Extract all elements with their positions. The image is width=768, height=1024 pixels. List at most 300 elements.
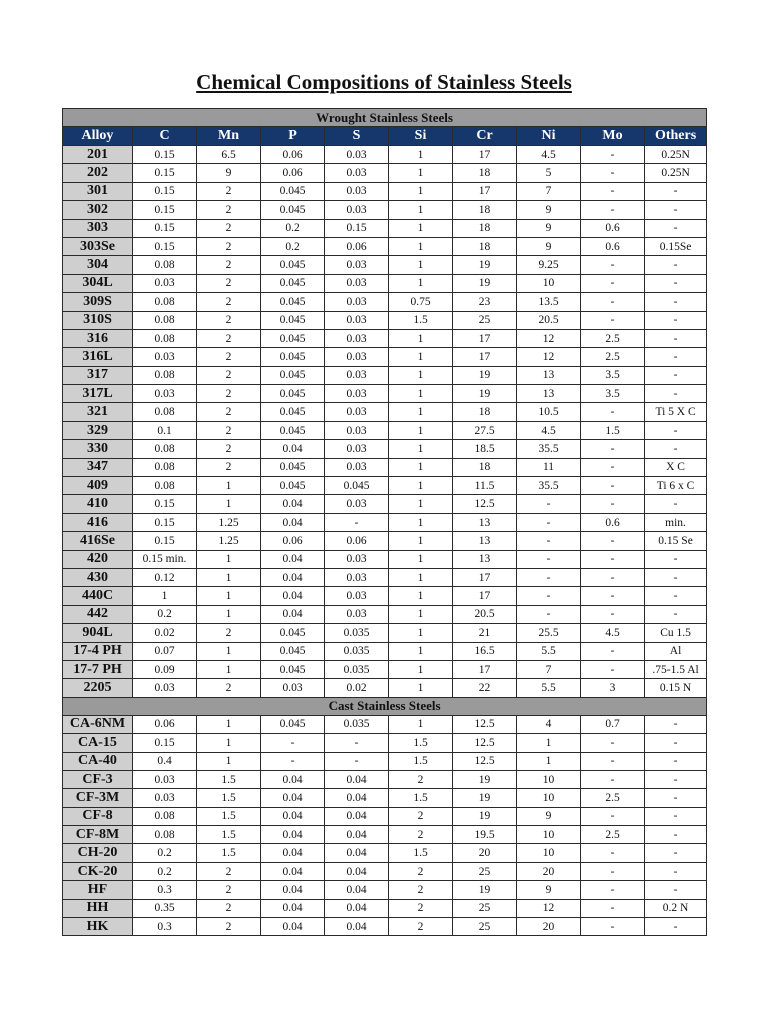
cell-ni: 9 [517,881,581,899]
cell-ni: - [517,550,581,568]
cell-mn: 2 [197,862,261,880]
cell-si: 1 [389,403,453,421]
cell-cr: 18 [453,458,517,476]
cell-c: 0.08 [133,477,197,495]
table-row [63,881,707,899]
cell-mn: 2 [197,440,261,458]
alloy-name-cell: 409 [63,477,133,495]
cell-cr: 19 [453,274,517,292]
cell-si: 1.5 [389,311,453,329]
alloy-name-cell: 2205 [63,679,133,697]
cell-si: 2 [389,862,453,880]
cell-mo: 0.6 [581,219,645,237]
cell-others: - [645,440,707,458]
section-title: Wrought Stainless Steels [63,109,707,127]
table-row [63,807,707,825]
cell-cr: 18.5 [453,440,517,458]
alloy-name-cell: 416Se [63,532,133,550]
cell-others: - [645,918,707,936]
alloy-name-cell: CA-6NM [63,715,133,733]
cell-ni: 20 [517,918,581,936]
cell-c: 0.15 [133,237,197,255]
cell-c: 0.15 [133,532,197,550]
table-row [63,568,707,586]
cell-cr: 17 [453,568,517,586]
alloy-name-cell: 304 [63,256,133,274]
cell-others: Ti 6 x C [645,477,707,495]
cell-c: 0.07 [133,642,197,660]
cell-p: 0.04 [261,862,325,880]
table-row [63,513,707,531]
cell-c: 0.15 [133,495,197,513]
cell-si: 1 [389,715,453,733]
cell-s: 0.04 [325,826,389,844]
cell-p: 0.045 [261,348,325,366]
table-row [63,366,707,384]
cell-si: 1 [389,587,453,605]
cell-others: - [645,752,707,770]
cell-mo: - [581,146,645,164]
cell-mn: 2 [197,348,261,366]
alloy-name-cell: 309S [63,293,133,311]
cell-si: 1 [389,329,453,347]
cell-s: 0.03 [325,587,389,605]
cell-si: 1 [389,164,453,182]
cell-p: 0.06 [261,164,325,182]
cell-mo: - [581,274,645,292]
cell-c: 0.06 [133,715,197,733]
table-row [63,532,707,550]
cell-c: 0.02 [133,624,197,642]
cell-ni: 7 [517,660,581,678]
cell-si: 2 [389,826,453,844]
cell-mo: - [581,844,645,862]
cell-p: - [261,752,325,770]
cell-cr: 12.5 [453,715,517,733]
cell-si: 1.5 [389,844,453,862]
cell-others: - [645,219,707,237]
cell-c: 0.15 [133,146,197,164]
cell-s: 0.03 [325,201,389,219]
alloy-name-cell: 302 [63,201,133,219]
cell-s: 0.035 [325,624,389,642]
section-header-row [63,109,707,127]
cell-mn: 1 [197,605,261,623]
column-header-c: C [133,127,197,146]
alloy-name-cell: HF [63,881,133,899]
cell-c: 0.03 [133,348,197,366]
cell-p: 0.04 [261,899,325,917]
cell-c: 0.2 [133,844,197,862]
cell-s: 0.035 [325,715,389,733]
table-row [63,477,707,495]
cell-p: 0.045 [261,477,325,495]
cell-mo: - [581,734,645,752]
cell-p: 0.03 [261,679,325,697]
cell-mn: 1 [197,642,261,660]
cell-others: Al [645,642,707,660]
cell-ni: 13 [517,366,581,384]
cell-si: 1 [389,495,453,513]
alloy-name-cell: 330 [63,440,133,458]
cell-others: - [645,881,707,899]
cell-s: 0.06 [325,237,389,255]
cell-others: - [645,385,707,403]
cell-s: 0.04 [325,770,389,788]
cell-s: 0.045 [325,477,389,495]
cell-p: 0.04 [261,605,325,623]
cell-mn: 2 [197,256,261,274]
table-row [63,605,707,623]
cell-mo: - [581,403,645,421]
cell-p: 0.04 [261,881,325,899]
cell-p: 0.045 [261,329,325,347]
cell-p: 0.2 [261,237,325,255]
cell-c: 0.3 [133,881,197,899]
cell-others: Ti 5 X C [645,403,707,421]
cell-c: 0.15 [133,219,197,237]
alloy-name-cell: 301 [63,182,133,200]
cell-si: 1 [389,182,453,200]
cell-si: 1.5 [389,734,453,752]
cell-p: 0.045 [261,421,325,439]
cell-si: 1 [389,642,453,660]
cell-ni: - [517,568,581,586]
alloy-name-cell: 317L [63,385,133,403]
cell-mo: 1.5 [581,421,645,439]
cell-cr: 18 [453,164,517,182]
cell-s: 0.03 [325,550,389,568]
cell-ni: - [517,495,581,513]
cell-cr: 25 [453,899,517,917]
table-row [63,311,707,329]
cell-others: - [645,862,707,880]
cell-others: - [645,182,707,200]
alloy-name-cell: CF-8 [63,807,133,825]
cell-ni: 12 [517,348,581,366]
cell-c: 0.08 [133,256,197,274]
cell-c: 0.08 [133,293,197,311]
cell-ni: 5.5 [517,679,581,697]
cell-c: 0.03 [133,385,197,403]
cell-si: 2 [389,770,453,788]
cell-mn: 2 [197,293,261,311]
cell-p: - [261,734,325,752]
cell-cr: 12.5 [453,734,517,752]
cell-s: 0.04 [325,789,389,807]
cell-c: 0.12 [133,568,197,586]
cell-mn: 9 [197,164,261,182]
cell-c: 0.08 [133,807,197,825]
cell-c: 0.15 min. [133,550,197,568]
cell-cr: 17 [453,348,517,366]
table-row [63,329,707,347]
alloy-name-cell: 202 [63,164,133,182]
cell-mo: - [581,770,645,788]
table-row [63,256,707,274]
alloy-name-cell: CA-15 [63,734,133,752]
cell-s: - [325,734,389,752]
cell-mn: 1.5 [197,770,261,788]
cell-mo: 3.5 [581,385,645,403]
cell-others: - [645,807,707,825]
cell-ni: 7 [517,182,581,200]
table-row [63,274,707,292]
cell-others: 0.15 N [645,679,707,697]
table-row [63,164,707,182]
cell-ni: 10 [517,274,581,292]
cell-mo: - [581,862,645,880]
column-header-alloy: Alloy [63,127,133,146]
cell-si: 1 [389,274,453,292]
alloy-name-cell: 303 [63,219,133,237]
cell-others: - [645,256,707,274]
alloy-name-cell: 316 [63,329,133,347]
cell-mo: - [581,164,645,182]
cell-si: 2 [389,881,453,899]
table-row [63,348,707,366]
cell-p: 0.045 [261,201,325,219]
cell-mn: 2 [197,201,261,219]
cell-mo: 0.7 [581,715,645,733]
cell-ni: - [517,513,581,531]
table-row [63,385,707,403]
cell-c: 0.08 [133,311,197,329]
cell-cr: 13 [453,532,517,550]
cell-mn: 1 [197,568,261,586]
cell-others: - [645,789,707,807]
cell-others: - [645,734,707,752]
cell-cr: 21 [453,624,517,642]
cell-p: 0.06 [261,532,325,550]
cell-cr: 22 [453,679,517,697]
cell-ni: 10.5 [517,403,581,421]
cell-others: - [645,366,707,384]
alloy-name-cell: 304L [63,274,133,292]
cell-c: 0.08 [133,329,197,347]
cell-cr: 18 [453,201,517,219]
cell-mn: 2 [197,458,261,476]
cell-c: 0.2 [133,605,197,623]
alloy-name-cell: CH-20 [63,844,133,862]
cell-mo: 0.6 [581,237,645,255]
alloy-name-cell: 430 [63,568,133,586]
alloy-name-cell: HK [63,918,133,936]
alloy-name-cell: 316L [63,348,133,366]
cell-mo: - [581,458,645,476]
cell-cr: 25 [453,918,517,936]
column-header-others: Others [645,127,707,146]
cell-si: 1 [389,679,453,697]
cell-s: 0.03 [325,293,389,311]
cell-c: 0.15 [133,201,197,219]
cell-others: - [645,844,707,862]
alloy-name-cell: 303Se [63,237,133,255]
cell-mn: 1 [197,715,261,733]
cell-s: 0.03 [325,385,389,403]
cell-mo: 2.5 [581,826,645,844]
cell-mn: 2 [197,274,261,292]
cell-mn: 2 [197,329,261,347]
cell-p: 0.045 [261,458,325,476]
cell-others: 0.25N [645,164,707,182]
cell-c: 0.35 [133,899,197,917]
cell-p: 0.04 [261,918,325,936]
column-header-s: S [325,127,389,146]
cell-cr: 19.5 [453,826,517,844]
cell-s: 0.03 [325,146,389,164]
cell-si: 1 [389,568,453,586]
table-row [63,715,707,733]
cell-s: 0.04 [325,862,389,880]
cell-si: 1 [389,605,453,623]
cell-p: 0.045 [261,403,325,421]
cell-ni: 25.5 [517,624,581,642]
cell-c: 0.03 [133,679,197,697]
table-row [63,146,707,164]
cell-p: 0.04 [261,513,325,531]
cell-cr: 23 [453,293,517,311]
cell-c: 0.2 [133,862,197,880]
cell-ni: 4 [517,715,581,733]
cell-ni: 5.5 [517,642,581,660]
cell-ni: 9.25 [517,256,581,274]
cell-ni: 12 [517,899,581,917]
cell-p: 0.045 [261,293,325,311]
cell-mo: - [581,182,645,200]
cell-mn: 2 [197,624,261,642]
cell-mo: - [581,918,645,936]
cell-c: 0.03 [133,274,197,292]
table-row [63,899,707,917]
table-row [63,624,707,642]
cell-cr: 20 [453,844,517,862]
alloy-name-cell: 321 [63,403,133,421]
cell-others: - [645,587,707,605]
cell-p: 0.2 [261,219,325,237]
cell-s: 0.03 [325,495,389,513]
cell-mo: - [581,201,645,219]
table-row [63,182,707,200]
cell-s: 0.03 [325,421,389,439]
column-header-mn: Mn [197,127,261,146]
section-title: Cast Stainless Steels [63,697,707,715]
cell-s: 0.03 [325,256,389,274]
cell-mo: - [581,495,645,513]
cell-ni: 20.5 [517,311,581,329]
cell-mn: 2 [197,385,261,403]
alloy-name-cell: CA-40 [63,752,133,770]
cell-s: 0.03 [325,568,389,586]
cell-mn: 2 [197,219,261,237]
table-row [63,862,707,880]
cell-ni: 9 [517,807,581,825]
cell-si: 1.5 [389,789,453,807]
cell-c: 0.15 [133,734,197,752]
cell-c: 0.08 [133,826,197,844]
alloy-name-cell: 904L [63,624,133,642]
cell-ni: 35.5 [517,440,581,458]
cell-si: 1 [389,421,453,439]
cell-p: 0.04 [261,440,325,458]
alloy-name-cell: 17-4 PH [63,642,133,660]
cell-mo: - [581,477,645,495]
cell-mo: - [581,550,645,568]
cell-si: 1 [389,440,453,458]
cell-mn: 2 [197,311,261,329]
alloy-name-cell: CK-20 [63,862,133,880]
cell-s: 0.06 [325,532,389,550]
cell-cr: 11.5 [453,477,517,495]
table-row [63,201,707,219]
cell-c: 1 [133,587,197,605]
cell-mn: 2 [197,679,261,697]
cell-mo: - [581,256,645,274]
cell-mo: - [581,881,645,899]
alloy-name-cell: CF-3 [63,770,133,788]
cell-cr: 19 [453,789,517,807]
cell-s: 0.035 [325,660,389,678]
table-row [63,844,707,862]
cell-ni: - [517,587,581,605]
cell-mo: 3.5 [581,366,645,384]
cell-s: 0.03 [325,366,389,384]
cell-p: 0.04 [261,587,325,605]
table-row [63,458,707,476]
alloy-name-cell: 347 [63,458,133,476]
cell-c: 0.3 [133,918,197,936]
cell-si: 1 [389,660,453,678]
cell-mn: 1 [197,495,261,513]
table-row [63,421,707,439]
cell-mn: 2 [197,899,261,917]
cell-ni: 10 [517,826,581,844]
cell-cr: 17 [453,182,517,200]
cell-others: - [645,274,707,292]
alloy-name-cell: 410 [63,495,133,513]
cell-cr: 17 [453,587,517,605]
cell-p: 0.06 [261,146,325,164]
cell-ni: 9 [517,219,581,237]
cell-c: 0.08 [133,440,197,458]
table-row [63,440,707,458]
cell-ni: 4.5 [517,421,581,439]
cell-mo: - [581,440,645,458]
cell-mn: 1 [197,734,261,752]
alloy-name-cell: 329 [63,421,133,439]
cell-s: 0.04 [325,807,389,825]
table-row [63,826,707,844]
cell-ni: 9 [517,201,581,219]
cell-si: 1 [389,458,453,476]
cell-s: 0.03 [325,329,389,347]
cell-mn: 6.5 [197,146,261,164]
cell-others: - [645,550,707,568]
cell-mn: 1 [197,752,261,770]
table-row [63,237,707,255]
cell-p: 0.045 [261,385,325,403]
cell-others: .75-1.5 Al [645,660,707,678]
cell-ni: 35.5 [517,477,581,495]
cell-s: 0.04 [325,918,389,936]
cell-ni: 12 [517,329,581,347]
column-header-ni: Ni [517,127,581,146]
alloy-name-cell: 317 [63,366,133,384]
cell-mo: - [581,568,645,586]
cell-cr: 17 [453,146,517,164]
cell-mo: - [581,605,645,623]
cell-ni: 10 [517,844,581,862]
